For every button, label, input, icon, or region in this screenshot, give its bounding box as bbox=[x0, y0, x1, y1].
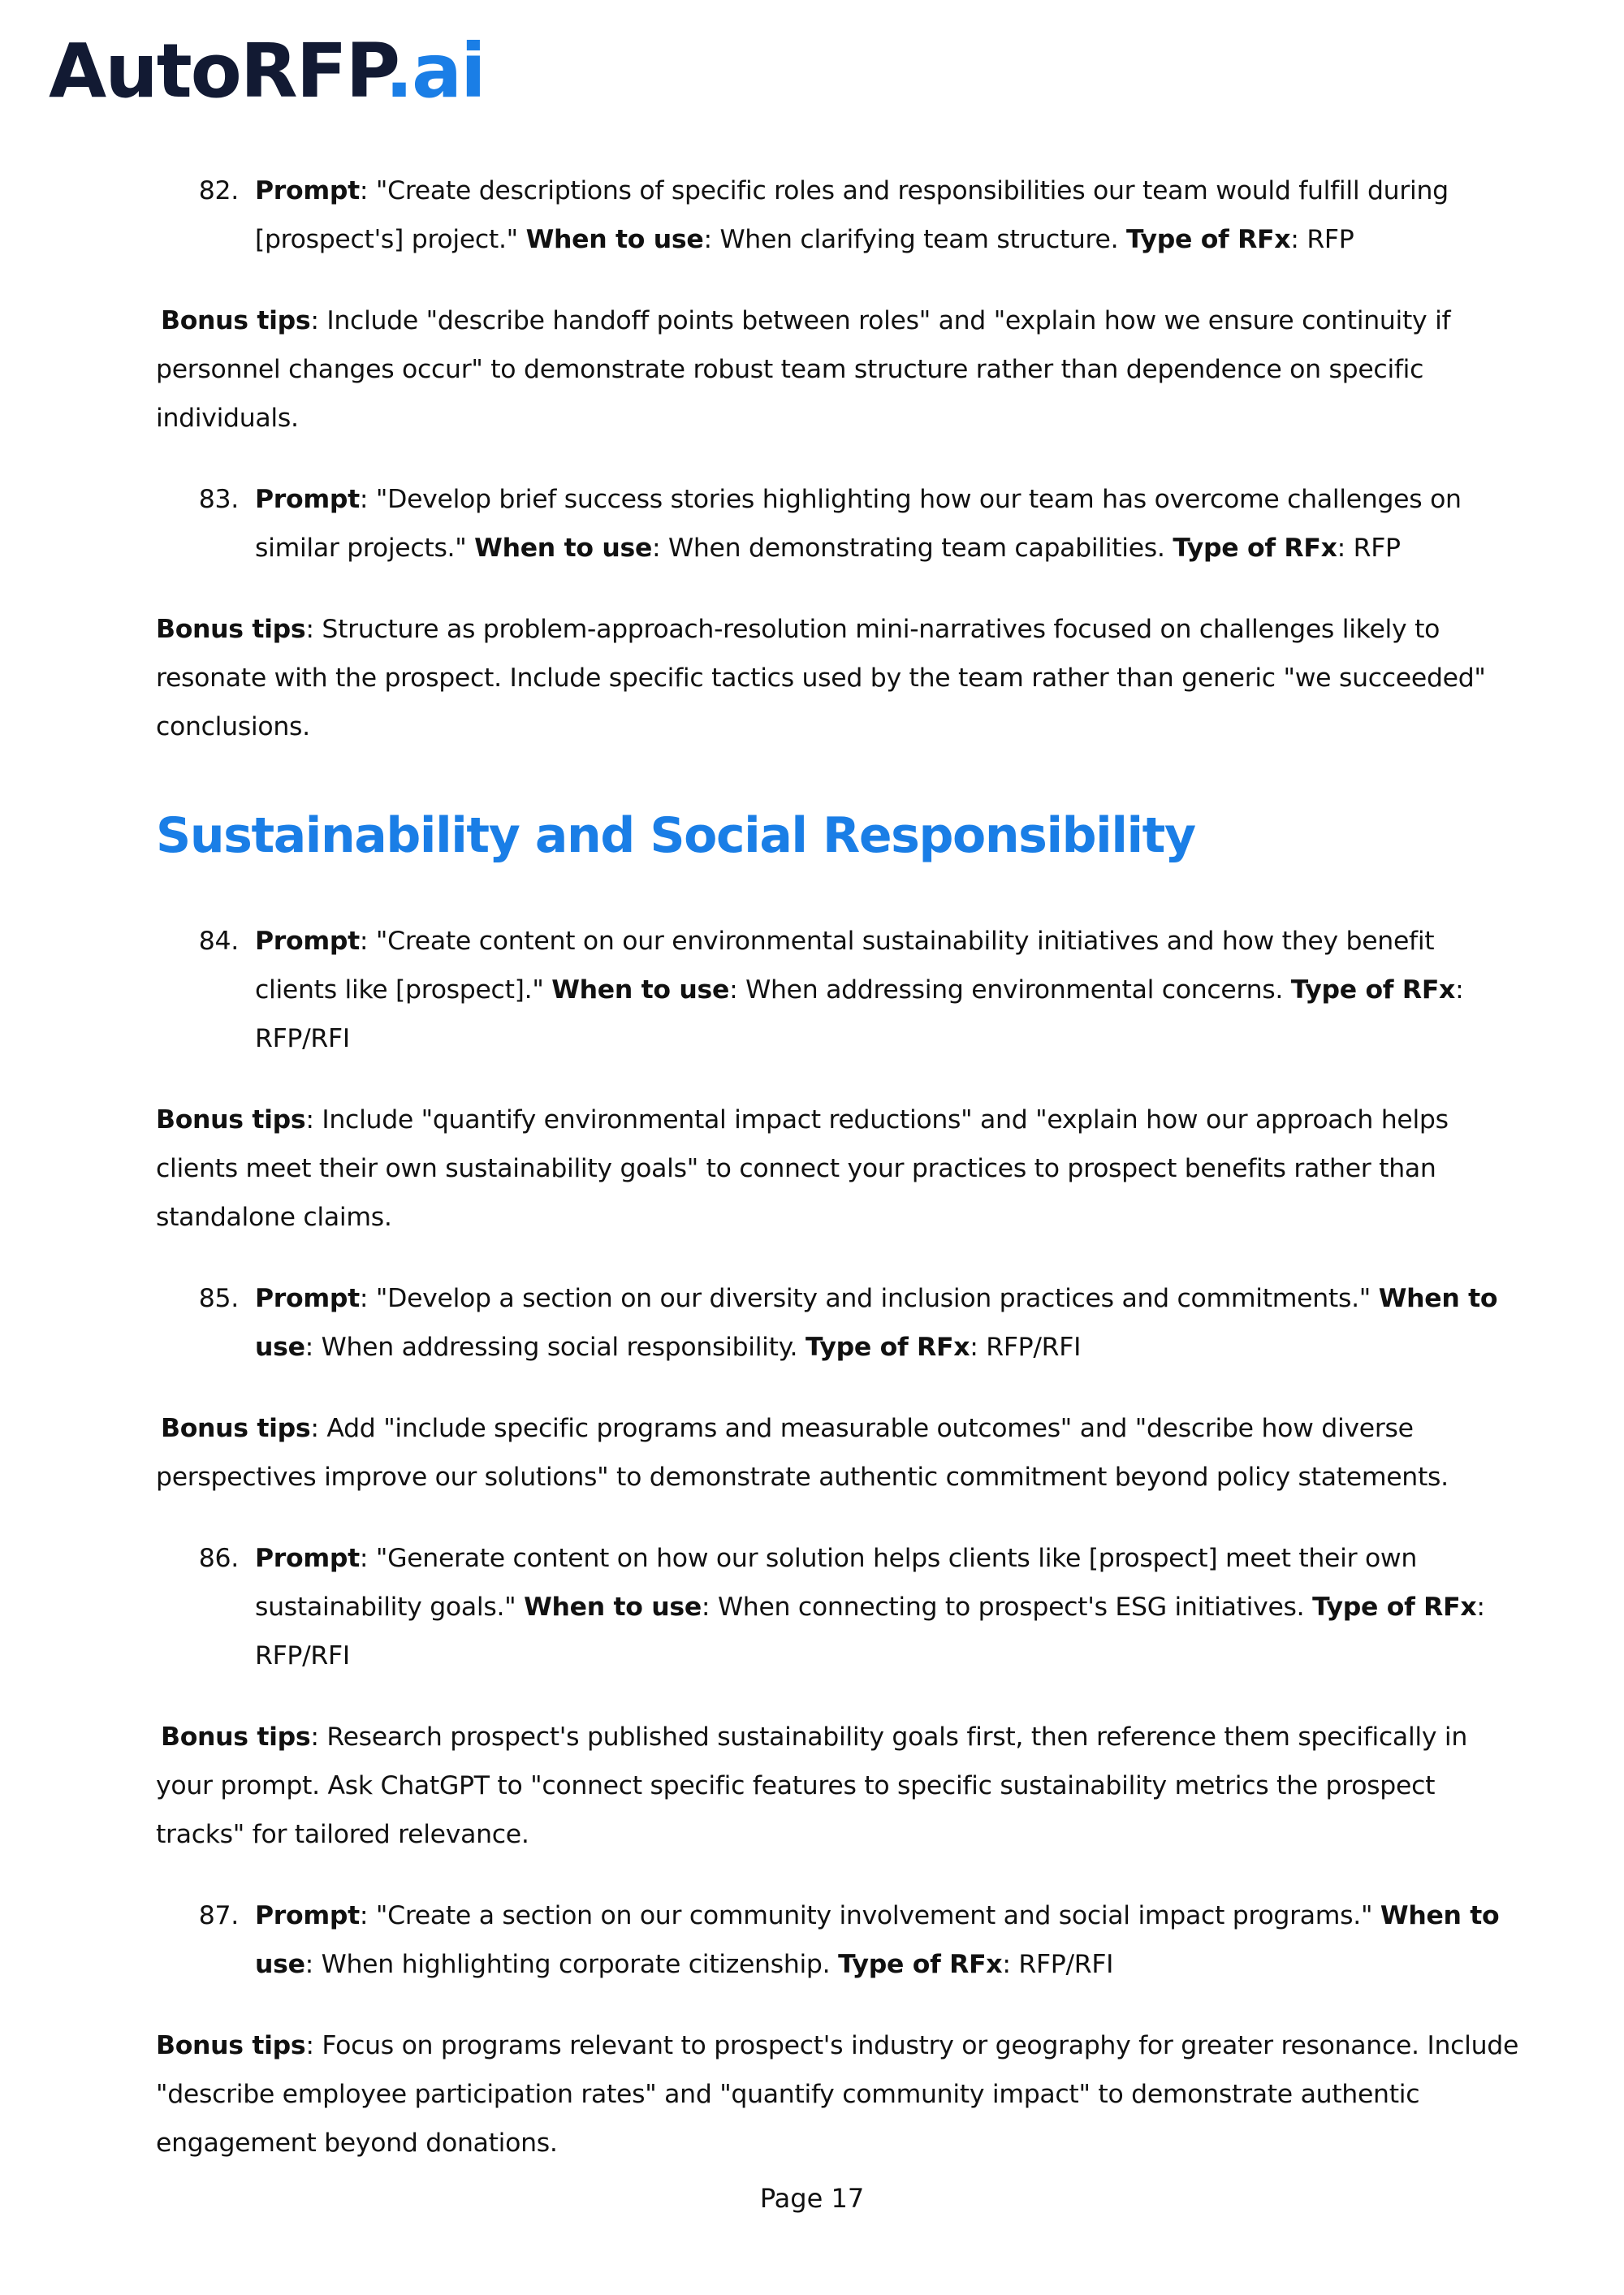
page-content bbox=[156, 166, 1520, 2200]
type-label: Type of RFx bbox=[805, 1333, 970, 1362]
bonus-tips-text: : Include "describe handoff points between roles" and "explain how we ensure continuity if personnel changes occur" to demonstrate robust team structure rather than dependence on specific individuals. bbox=[156, 306, 1451, 433]
when-label: When to use bbox=[255, 1284, 1498, 1362]
prompt-label: Prompt bbox=[255, 927, 360, 956]
type-text: : RFP/RFI bbox=[255, 975, 1464, 1053]
logo-main-text: AutoRFP bbox=[49, 28, 386, 115]
type-label: Type of RFx bbox=[1126, 225, 1291, 254]
when-text: : When clarifying team structure. bbox=[703, 225, 1127, 254]
item-body bbox=[255, 475, 1520, 573]
when-label: When to use bbox=[474, 534, 653, 563]
bonus-tips-text: : Focus on programs relevant to prospect's industry or geography for greater resonance. Include "describe employee participation rates" and "quantify community impact" to demonstrate authentic engagement beyond donations. bbox=[156, 2031, 1519, 2158]
prompt-text: : "Create content on our environmental sustainability initiatives and how they benefit clients like [prospect]." bbox=[255, 927, 1435, 1005]
list-item-85 bbox=[156, 1274, 1520, 1372]
type-text: : RFP/RFI bbox=[255, 1593, 1485, 1670]
item-number: 84. bbox=[198, 927, 239, 956]
prompt-label: Prompt bbox=[255, 1544, 360, 1573]
bonus-tips-85 bbox=[156, 1404, 1520, 1502]
prompt-label: Prompt bbox=[255, 1901, 360, 1930]
logo-tld-text: .ai bbox=[385, 28, 485, 115]
bonus-tips-label: Bonus tips bbox=[161, 1414, 311, 1443]
when-label: When to use bbox=[255, 1901, 1500, 1979]
type-label: Type of RFx bbox=[838, 1950, 1003, 1979]
list-item-86 bbox=[156, 1534, 1520, 1680]
bonus-tips-86 bbox=[156, 1713, 1520, 1859]
item-body bbox=[255, 917, 1520, 1063]
prompt-text: : "Develop a section on our diversity and inclusion practices and commitments." bbox=[359, 1284, 1379, 1313]
bonus-tips-text: : Research prospect's published sustainability goals first, then reference them specifically in your prompt. Ask ChatGPT to "connect specific features to specific sustainability metrics the prospect tracks" for tailored relevance. bbox=[156, 1722, 1468, 1849]
bonus-tips-label: Bonus tips bbox=[161, 306, 311, 335]
bonus-tips-label: Bonus tips bbox=[156, 615, 306, 644]
bonus-tips-84 bbox=[156, 1096, 1520, 1242]
bonus-tips-87 bbox=[156, 2021, 1520, 2168]
bonus-tips-label: Bonus tips bbox=[161, 1722, 311, 1752]
when-label: When to use bbox=[551, 975, 730, 1005]
type-label: Type of RFx bbox=[1173, 534, 1337, 563]
when-text: : When connecting to prospect's ESG initiatives. bbox=[701, 1593, 1313, 1622]
page-number: Page 17 bbox=[759, 2183, 865, 2214]
bonus-tips-82 bbox=[156, 296, 1520, 443]
type-text: : RFP bbox=[1290, 225, 1354, 254]
type-text: : RFP bbox=[1337, 534, 1401, 563]
prompt-text: : "Create a section on our community involvement and social impact programs." bbox=[359, 1901, 1380, 1930]
item-number: 85. bbox=[198, 1284, 239, 1313]
item-body bbox=[255, 166, 1520, 264]
when-label: When to use bbox=[525, 225, 704, 254]
when-text: : When highlighting corporate citizenship. bbox=[304, 1950, 839, 1979]
bonus-tips-text: : Structure as problem-approach-resolution mini-narratives focused on challenges likely to resonate with the prospect. Include specific tactics used by the team rather than generic "we succeeded" conclusions. bbox=[156, 615, 1486, 741]
item-number: 82. bbox=[198, 176, 239, 205]
bonus-tips-text: : Include "quantify environmental impact reductions" and "explain how our approach helps clients meet their own sustainability goals" to connect your practices to prospect benefits rather than standalone claims. bbox=[156, 1105, 1449, 1232]
item-number: 83. bbox=[198, 485, 239, 514]
item-body bbox=[255, 1534, 1520, 1680]
when-text: : When demonstrating team capabilities. bbox=[652, 534, 1173, 563]
type-label: Type of RFx bbox=[1290, 975, 1456, 1005]
section-heading: Sustainability and Social Responsibility bbox=[156, 807, 1195, 864]
prompt-text: : "Generate content on how our solution helps clients like [prospect] meet their own sustainability goals." bbox=[255, 1544, 1418, 1622]
bonus-tips-text: : Add "include specific programs and measurable outcomes" and "describe how diverse perspectives improve our solutions" to demonstrate authentic commitment beyond policy statements. bbox=[156, 1414, 1449, 1492]
bonus-tips-83 bbox=[156, 605, 1520, 751]
prompt-label: Prompt bbox=[255, 485, 360, 514]
item-number: 86. bbox=[198, 1544, 239, 1573]
prompt-label: Prompt bbox=[255, 176, 360, 205]
list-item-83 bbox=[156, 475, 1520, 573]
list-item-82 bbox=[156, 166, 1520, 264]
type-label: Type of RFx bbox=[1312, 1593, 1477, 1622]
bonus-tips-label: Bonus tips bbox=[156, 1105, 306, 1135]
prompt-text: : "Develop brief success stories highlighting how our team has overcome challenges on similar projects." bbox=[255, 485, 1462, 563]
when-label: When to use bbox=[524, 1593, 702, 1622]
when-text: : When addressing social responsibility. bbox=[304, 1333, 806, 1362]
item-body bbox=[255, 1891, 1520, 1989]
item-body bbox=[255, 1274, 1520, 1372]
when-text: : When addressing environmental concerns. bbox=[729, 975, 1291, 1005]
prompt-text: : "Create descriptions of specific roles and responsibilities our team would fulfill during [prospect's] project." bbox=[255, 176, 1449, 254]
prompt-label: Prompt bbox=[255, 1284, 360, 1313]
bonus-tips-label: Bonus tips bbox=[156, 2031, 306, 2060]
list-item-84 bbox=[156, 917, 1520, 1063]
brand-logo bbox=[49, 28, 485, 115]
item-number: 87. bbox=[198, 1901, 239, 1930]
type-text: : RFP/RFI bbox=[1002, 1950, 1114, 1979]
list-item-87 bbox=[156, 1891, 1520, 1989]
type-text: : RFP/RFI bbox=[970, 1333, 1082, 1362]
